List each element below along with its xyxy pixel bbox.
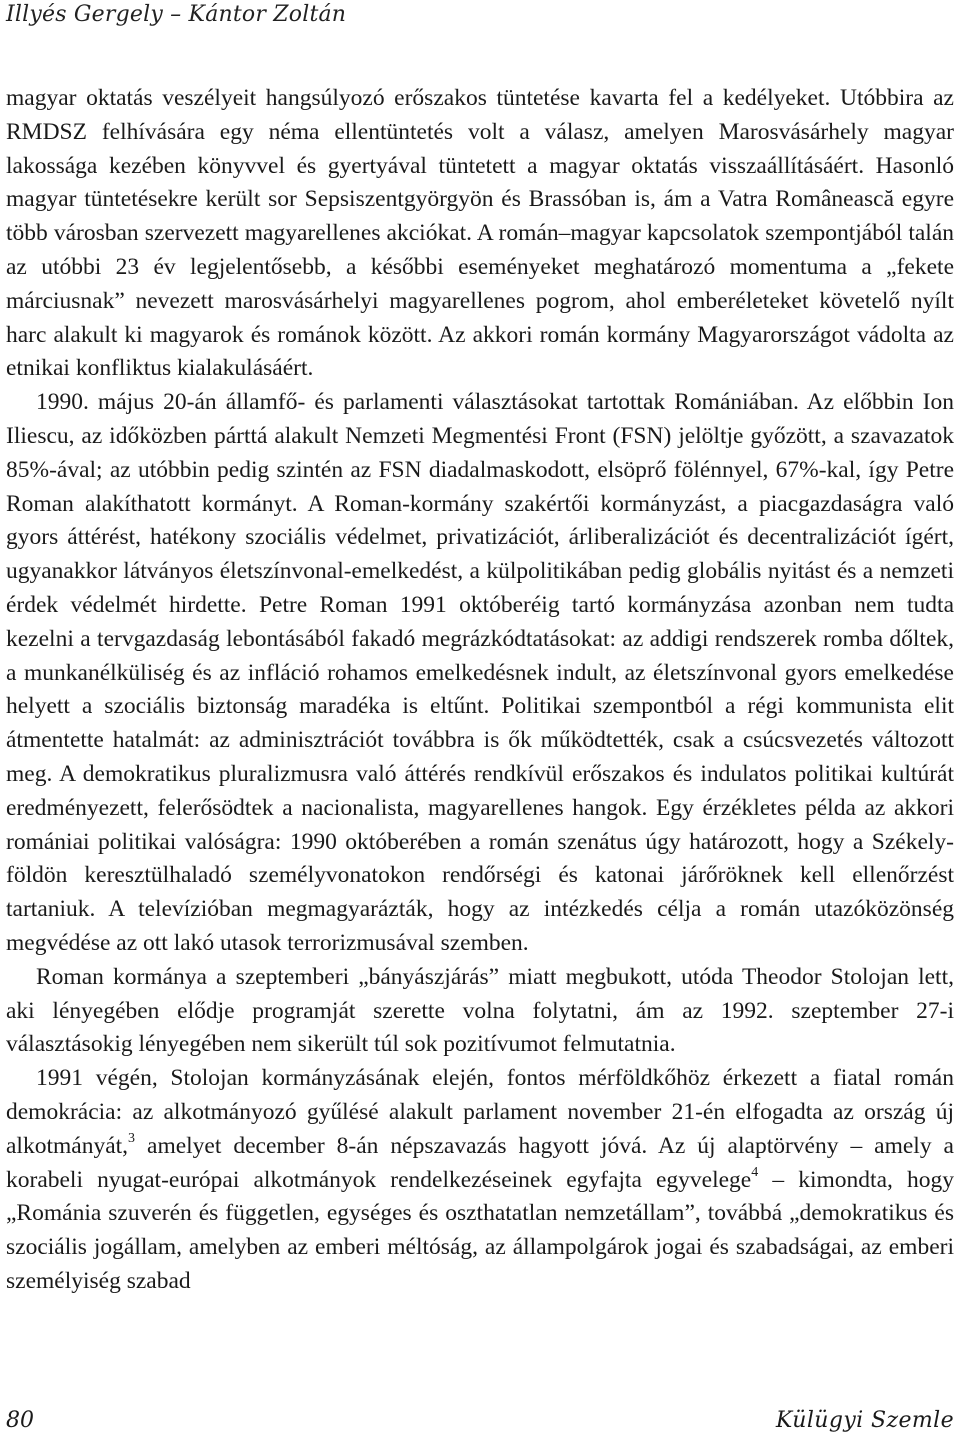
paragraph-1-text: magyar oktatás veszélyeit hangsúlyozó erőszakos tüntetése kavarta fel a kedélyeket. Utóbbira az RMDSZ felhívására egy néma ellentüntetés volt a válasz, amelyen Marosvásárhely magyar lakossága kezében könyvvel és gyertyával tüntetett a magyar oktatás visszaállításáért. Hasonló magyar tüntetésekre került sor Sepsiszentgyörgyön és Brassóban is, ám a Vatra Românească egyre több városban szervezett magyarellenes akciókat. A román–magyar kapcsolatok szempontjából talán az utóbbi 23 év legjelentősebb, a későbbi eseményeket meghatározó momentuma a „fekete márciusnak” nevezett marosvásárhelyi magyarellenes pogrom, ahol emberéleteket követelő nyílt harc alakult ki magyarok és románok között. Az akkori román kormány Magyarországot vádolta az etnikai konfliktus kialakulásáért.	[6, 85, 954, 382]
paragraph-4	[6, 1062, 954, 1299]
paragraph-4-text-c: – kimondta, hogy „Románia szuverén és független, egységes és oszthatatlan nemzetállam”, továbbá „demokratikus és szociális jogállam, amelyben az emberi méltóság, az állampolgárok jogai és szabadságai, az emberi személyiség szabad	[6, 1166, 954, 1294]
journal-name: Külügyi Szemle	[775, 1408, 954, 1433]
paragraph-3-text: Roman kormánya a szeptemberi „bányászjárás” miatt megbukott, utóda Theodor Stolojan lett, aki lényegében elődje programját szerette volna folytatni, ám az 1992. szeptember 27-i választásokig lényegében nem sikerült túl sok pozitívumot felmutatnia.	[6, 963, 954, 1058]
page-number: 80	[6, 1408, 34, 1433]
footnote-ref-4[interactable]: 4	[751, 1164, 759, 1180]
footnote-ref-3[interactable]: 3	[128, 1130, 136, 1146]
paragraph-2	[6, 386, 954, 961]
running-header-authors: Illyés Gergely – Kántor Zoltán	[6, 2, 347, 27]
article-body	[6, 82, 954, 1299]
paragraph-1	[6, 82, 954, 386]
paragraph-4-text-a: 1991 végén, Stolojan kormányzásának elején, fontos mérföldkőhöz érkezett a fiatal román demokrácia: az alkotmányozó gyűlésé alakult parlament november 21-én elfogadta az ország új alkotmányát,	[6, 1065, 954, 1159]
paragraph-3	[6, 961, 954, 1062]
paragraph-2-text: 1990. május 20-án államfő- és parlamenti választásokat tartottak Romániában. Az előbbin Ion Iliescu, az időközben párttá alakult Nemzeti Megmentési Front (FSN) jelöltje győzött, a szavazatok 85%-ával; az utóbbin pedig szintén az FSN diadalmaskodott, elsöprő fölénnyel, 67%-kal, így Petre Roman alakíthatott kormányt. A Roman-kormány szakértői kormányzást, a piacgazdaságra való gyors áttérést, hatékony szociális védelmet, privatizációt, árliberalizációt és decentralizációt ígért, ugyanakkor látványos életszínvonal-emelkedést, a külpolitikában pedig globális nyitást és a nemzeti érdek védelmét hirdette. Petre Roman 1991 októberéig tartó kormányzása azonban nem tudta kezelni a tervgazdaság lebontásából fakadó megrázkódtatásokat: az addigi rendszerek romba dőltek, a munkanélküliség és az infláció rohamos emelkedésnek indult, az életszínvonal gyors emelkedése helyett a szociális biztonság maradéka is eltűnt. Politikai szempontból a régi kommunista elit átmentette hatalmát: az adminisztrációt továbbra is ők működtették, csak a csúcsvezetés változott meg. A demokratikus pluralizmusra való áttérés rendkívül erőszakos és indulatos politikai kultúrát eredményezett, felerősödtek a nacionalista, magyarellenes hangok. Egy érzékletes példa az akkori romániai politikai valóságra: 1990 októberében a román szenátus úgy határozott, hogy a Székelyföldön keresztülhaladó személyvonatokon rendőrségi és katonai járőröknek kell ellenőrzést tartaniuk. A televízióban megmagyarázták, hogy az intézkedés célja a román utazóközönség megvédése az ott lakó utasok terrorizmusával szemben.	[6, 389, 954, 956]
paragraph-4-text-b: amelyet december 8-án népszavazás hagyott jóvá. Az új alaptörvény – amely a korabeli nyugat-európai alkotmányok rendelkezéseinek egyfajta egyvelege	[6, 1132, 954, 1193]
